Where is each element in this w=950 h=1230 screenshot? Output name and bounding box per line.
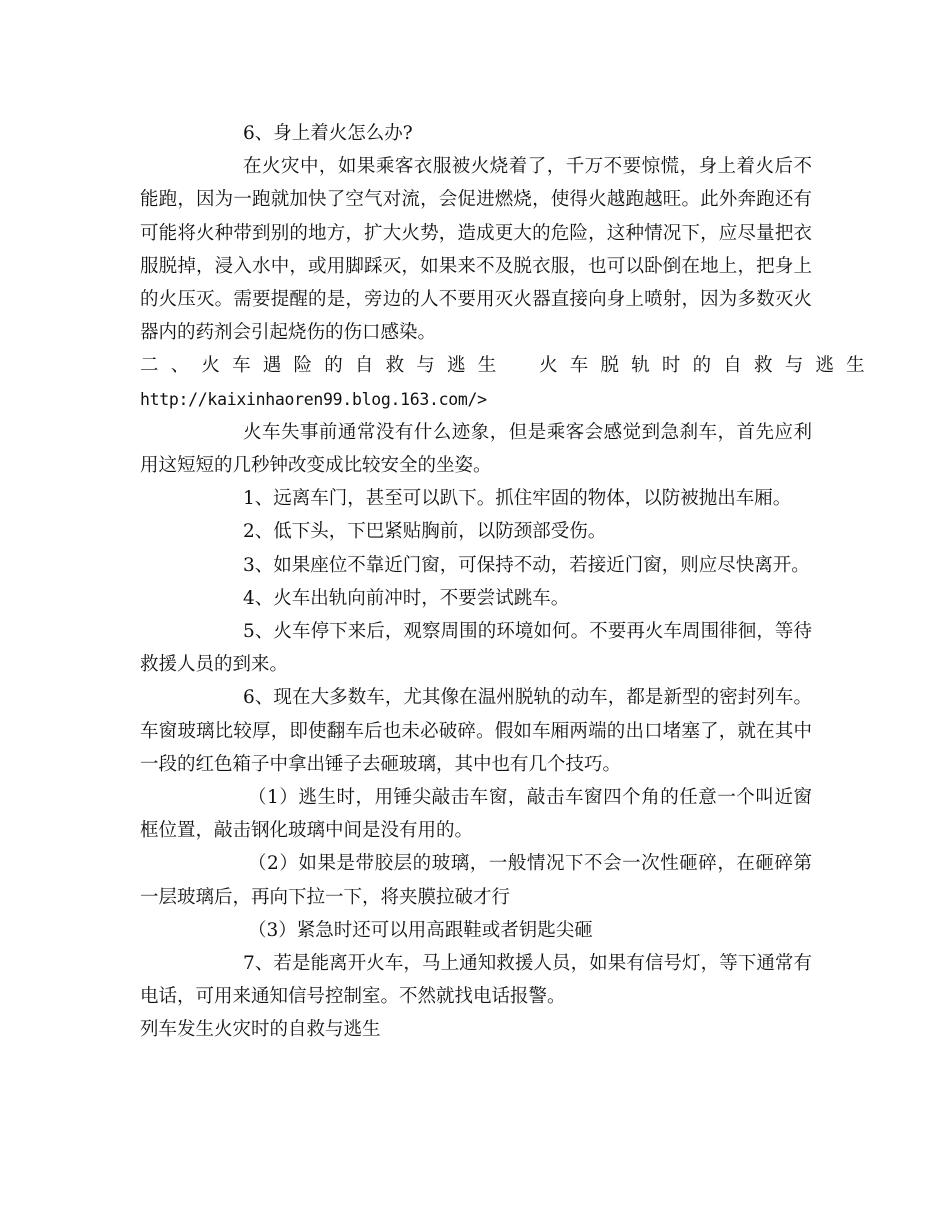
list-item: 4、火车出轨向前冲时，不要尝试跳车。 (243, 587, 570, 609)
fire-on-body-paragraph: 在火灾中，如果乘客衣服被火烧着了，千万不要惊慌，身上着火后不能跑，因为一跑就加快了空气对流，会促进燃烧，使得火越跑越旺。此外奔跑还有可能将火种带到别的地方，扩大火势，造成更大的危险，这种情况下，应尽量把衣服脱掉，浸入水中，或用脚踩灭，如果来不及脱衣服，也可以卧倒在地上，把身上的火压灭。需要提醒的是，旁边的人不要用灭火器直接向身上喷射，因为多数灭火器内的药剂会引起烧伤的伤口感染。 (140, 156, 812, 344)
list-item: 5、火车停下来后，观察周围的环境如何。不要再火车周围徘徊，等待救援人员的到来。 (140, 621, 812, 676)
sub-list-item: （1）逃生时，用锤尖敲击车窗，敲击车窗四个角的任意一个叫近窗框位置，敲击钢化玻璃中间是没有用的。 (140, 787, 812, 842)
sub-list-item: （2）如果是带胶层的玻璃，一般情况下不会一次性砸碎，在砸碎第一层玻璃后，再向下拉一下，将夹膜拉破才行 (140, 853, 812, 908)
train-fire-section-title: 列车发生火灾时的自救与逃生 (140, 1019, 381, 1041)
sub-list-item: （3）紧急时还可以用高跟鞋或者钥匙尖砸 (248, 919, 593, 941)
list-item: 3、如果座位不靠近门窗，可保持不动，若接近门窗，则应尽快离开。 (243, 554, 810, 576)
train-emergency-section-title: 二、火车遇险的自救与逃生 火车脱轨时的自救与逃生 (140, 355, 877, 377)
document-body (140, 117, 877, 1047)
list-item: 1、远离车门，甚至可以趴下。抓住牢固的物体，以防被抛出车厢。 (243, 488, 792, 510)
list-item: 6、现在大多数车，尤其像在温州脱轨的动车，都是新型的密封列车。车窗玻璃比较厚，即使翻车后也未必破碎。假如车厢两端的出口堵塞了，就在其中一段的红色箱子中拿出锤子去砸玻璃，其中也有几个技巧。 (140, 687, 812, 775)
list-item: 7、若是能离开火车，马上通知救援人员，如果有信号灯，等下通常有电话，可用来通知信号控制室。不然就找电话报警。 (140, 953, 812, 1008)
fire-on-body-heading: 6、身上着火怎么办? (243, 123, 413, 144)
list-item: 2、低下头，下巴紧贴胸前，以防颈部受伤。 (243, 521, 607, 543)
train-intro-paragraph: 火车失事前通常没有什么迹象，但是乘客会感觉到急刹车，首先应利用这短短的几秒钟改变成比较安全的坐姿。 (140, 421, 812, 477)
source-url: http://kaixinhaoren99.blog.163.com/> (140, 389, 487, 409)
